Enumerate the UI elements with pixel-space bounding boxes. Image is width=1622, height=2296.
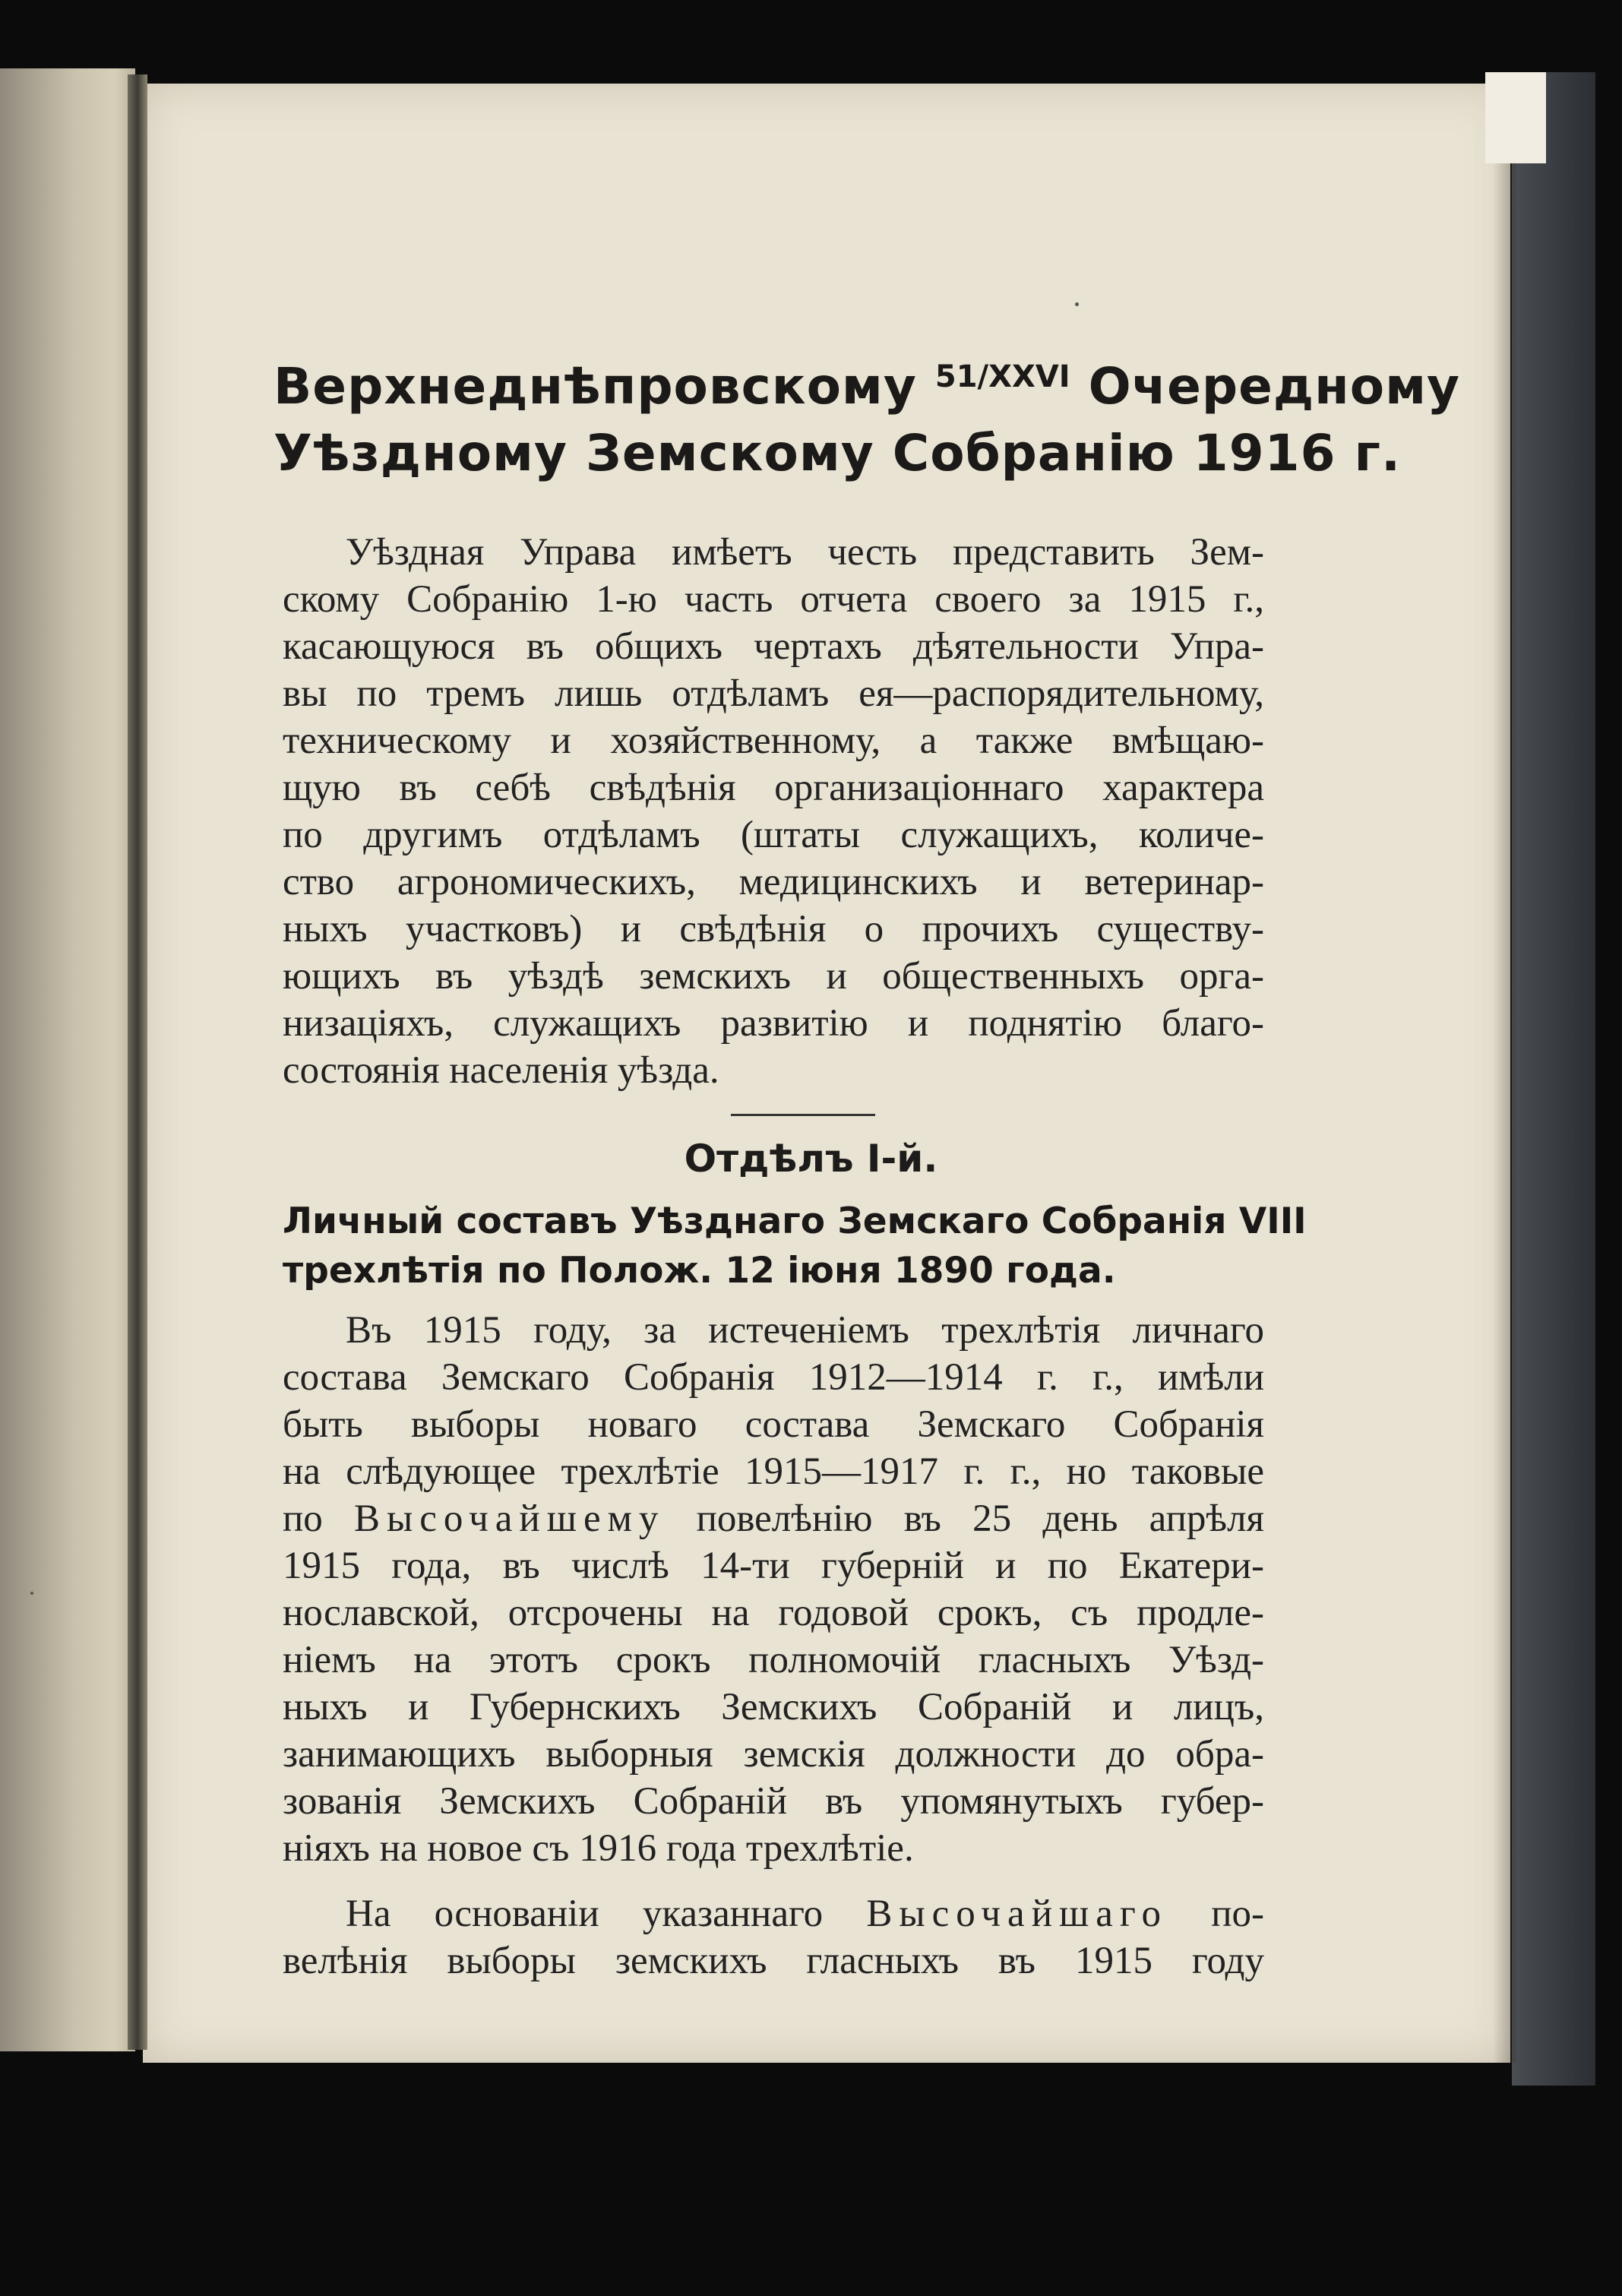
text-line: зованія Земскихъ Собраній въ упомянутыхъ губер- — [283, 1780, 1264, 1823]
text-line: касающуюся въ общихъ чертахъ дѣятельности Упра- — [283, 625, 1264, 668]
text-line: быть выборы новаго состава Земскаго Собранія — [283, 1403, 1264, 1446]
page-title-line-1 — [273, 357, 1461, 416]
cover-tab — [1485, 72, 1546, 163]
left-page-edge — [0, 68, 135, 2051]
title-part: Очередному — [1088, 357, 1461, 416]
separator-rule — [731, 1114, 875, 1116]
speck — [1075, 302, 1079, 306]
book-gutter — [128, 74, 147, 2050]
text-line: по другимъ отдѣламъ (штаты служащихъ, количе- — [283, 814, 1264, 856]
text-line: щую въ себѣ свѣдѣнія организаціоннаго характера — [283, 767, 1264, 809]
spaced-word: Высочайшаго — [866, 1893, 1168, 1935]
text-line: состоянія населенія уѣзда. — [283, 1049, 719, 1092]
text-line: занимающихъ выборныя земскія должности до обра- — [283, 1733, 1264, 1776]
subsection-heading-line: Личный составъ Уѣзднаго Земскаго Собранія VIII — [283, 1200, 1307, 1242]
text-line: велѣнія выборы земскихъ гласныхъ въ 1915 году — [283, 1940, 1264, 1982]
text-line: ныхъ и Губернскихъ Земскихъ Собраній и лицъ, — [283, 1686, 1264, 1728]
text-line: скому Собранію 1-ю часть отчета своего за 1915 г., — [283, 578, 1264, 621]
page-title-line-2: Уѣздному Земскому Собранію 1916 г. — [273, 424, 1402, 482]
text-line: низаціяхъ, служащихъ развитію и поднятію благо- — [283, 1002, 1264, 1045]
spaced-word: Высочайшему — [354, 1497, 666, 1540]
speck — [30, 1592, 33, 1595]
text-line: техническому и хозяйственному, а также вмѣщаю- — [283, 719, 1264, 762]
text-line: ющихъ въ уѣздѣ земскихъ и общественныхъ орга- — [283, 955, 1264, 998]
text-line: ныхъ участковъ) и свѣдѣнія о прочихъ существу- — [283, 908, 1264, 950]
text-line: ніемъ на этотъ срокъ полномочій гласныхъ Уѣзд- — [283, 1639, 1264, 1681]
text-line: Въ 1915 году, за истеченіемъ трехлѣтія личнаго — [346, 1309, 1264, 1352]
text-line: на слѣдующее трехлѣтіе 1915—1917 г. г., но таковые — [283, 1450, 1264, 1493]
text-line: 1915 года, въ числѣ 14-ти губерній и по Екатери- — [283, 1545, 1264, 1587]
title-reference: 51/XXVI — [934, 359, 1070, 394]
text-fragment: по- — [1211, 1893, 1265, 1935]
text-line: нославской, отсрочены на годовой срокъ, съ продле- — [283, 1592, 1264, 1634]
text-fragment: На основаніи указаннаго — [346, 1893, 824, 1935]
page-shadow — [1493, 84, 1516, 2063]
subsection-heading-line: трехлѣтія по Полож. 12 іюня 1890 года. — [283, 1250, 1116, 1292]
text-line: вы по тремъ лишь отдѣламъ ея—распорядительному, — [283, 672, 1264, 715]
text-line: состава Земскаго Собранія 1912—1914 г. г., имѣли — [283, 1356, 1264, 1399]
title-part: Верхнеднѣпровскому — [273, 357, 917, 416]
text-line — [346, 1892, 1264, 1936]
text-fragment: по — [283, 1497, 323, 1540]
text-line: Уѣздная Управа имѣетъ честь представить Зем- — [346, 531, 1264, 574]
text-fragment: повелѣнію въ 25 день апрѣля — [696, 1497, 1265, 1540]
book-cover-edge — [1512, 72, 1595, 2086]
text-line — [283, 1497, 1264, 1541]
section-title: Отдѣлъ I-й. — [684, 1137, 938, 1181]
text-line: ніяхъ на новое съ 1916 года трехлѣтіе. — [283, 1827, 914, 1870]
text-line: ство агрономическихъ, медицинскихъ и ветеринар- — [283, 861, 1264, 903]
